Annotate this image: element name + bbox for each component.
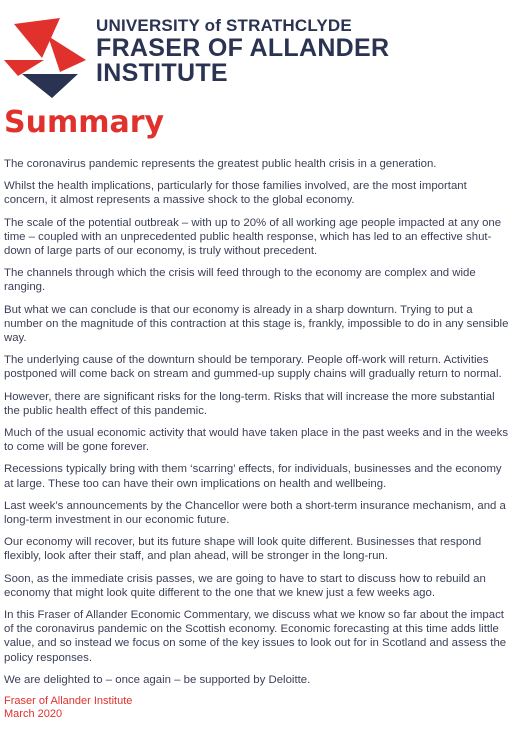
strathclyde-logo-icon <box>4 14 86 100</box>
paragraph: The scale of the potential outbreak – with up to 20% of all working age people impacted at any one time – coupled with an unprecedented public health response, which has led to an effective shut-down of large parts of our economy, is truly without precedent. <box>4 216 502 258</box>
paragraph: However, there are significant risks for the long-term. Risks that will increase the more substantial the public health effect of this pandemic. <box>4 390 495 417</box>
paragraph: But what we can conclude is that our economy is already in a sharp downturn. Trying to put a number on the magnitude of this contraction at this stage is, frankly, impossible to do in any sensible way. <box>4 303 509 345</box>
university-name: UNIVERSITY of STRATHCLYDE <box>96 16 352 35</box>
paragraph: Whilst the health implications, particularly for those families involved, are the most important concern, it almost represents a massive shock to the global economy. <box>4 180 467 207</box>
paragraph: The coronavirus pandemic represents the greatest public health crisis in a generation. <box>4 158 437 170</box>
signoff-name: Fraser of Allander Institute <box>4 695 133 708</box>
paragraph: Much of the usual economic activity that would have taken place in the past weeks and in the weeks to come will be gone forever. <box>4 427 509 454</box>
paragraph: The underlying cause of the downturn should be temporary. People off-work will return. Activities postponed will come back on stream and gummed-up supply chains will gradually return to normal. <box>4 354 502 381</box>
signoff <box>4 695 510 721</box>
paragraph: The channels through which the crisis will feed through to the economy are complex and wide ranging. <box>4 267 476 294</box>
paragraph: In this Fraser of Allander Economic Commentary, we discuss what we know so far about the impact of the coronavirus pandemic on the Scottish economy. Economic forecasting at this time adds little value, and so instead we focus on some of the key issues to look out for in Scotland and assess the policy responses. <box>4 609 507 664</box>
paragraph: Soon, as the immediate crisis passes, we are going to have to start to discuss how to rebuild an economy that might look quite different to the one that we knew just a few weeks ago. <box>4 572 486 599</box>
paragraph: Last week’s announcements by the Chancellor were both a short-term insurance mechanism, and a long-term investment in our economic future. <box>4 499 506 527</box>
document-header <box>0 0 517 104</box>
paragraph: Recessions typically bring with them ‘scarring’ effects, for individuals, businesses and the economy at large. These too can have their own implications on health and wellbeing. <box>4 463 502 490</box>
organisation-name <box>96 16 389 86</box>
institute-name-line2: INSTITUTE <box>96 59 228 87</box>
summary-body <box>4 157 510 721</box>
institute-name-line1: FRASER OF ALLANDER <box>96 34 390 62</box>
paragraph: We are delighted to – once again – be supported by Deloitte. <box>4 673 311 686</box>
paragraph: Our economy will recover, but its future shape will look quite different. Businesses that respond flexibly, look after their staff, and plan ahead, will be stronger in the long-run. <box>4 536 482 563</box>
signoff-date: March 2020 <box>4 708 63 721</box>
page-title: Summary <box>4 105 165 140</box>
